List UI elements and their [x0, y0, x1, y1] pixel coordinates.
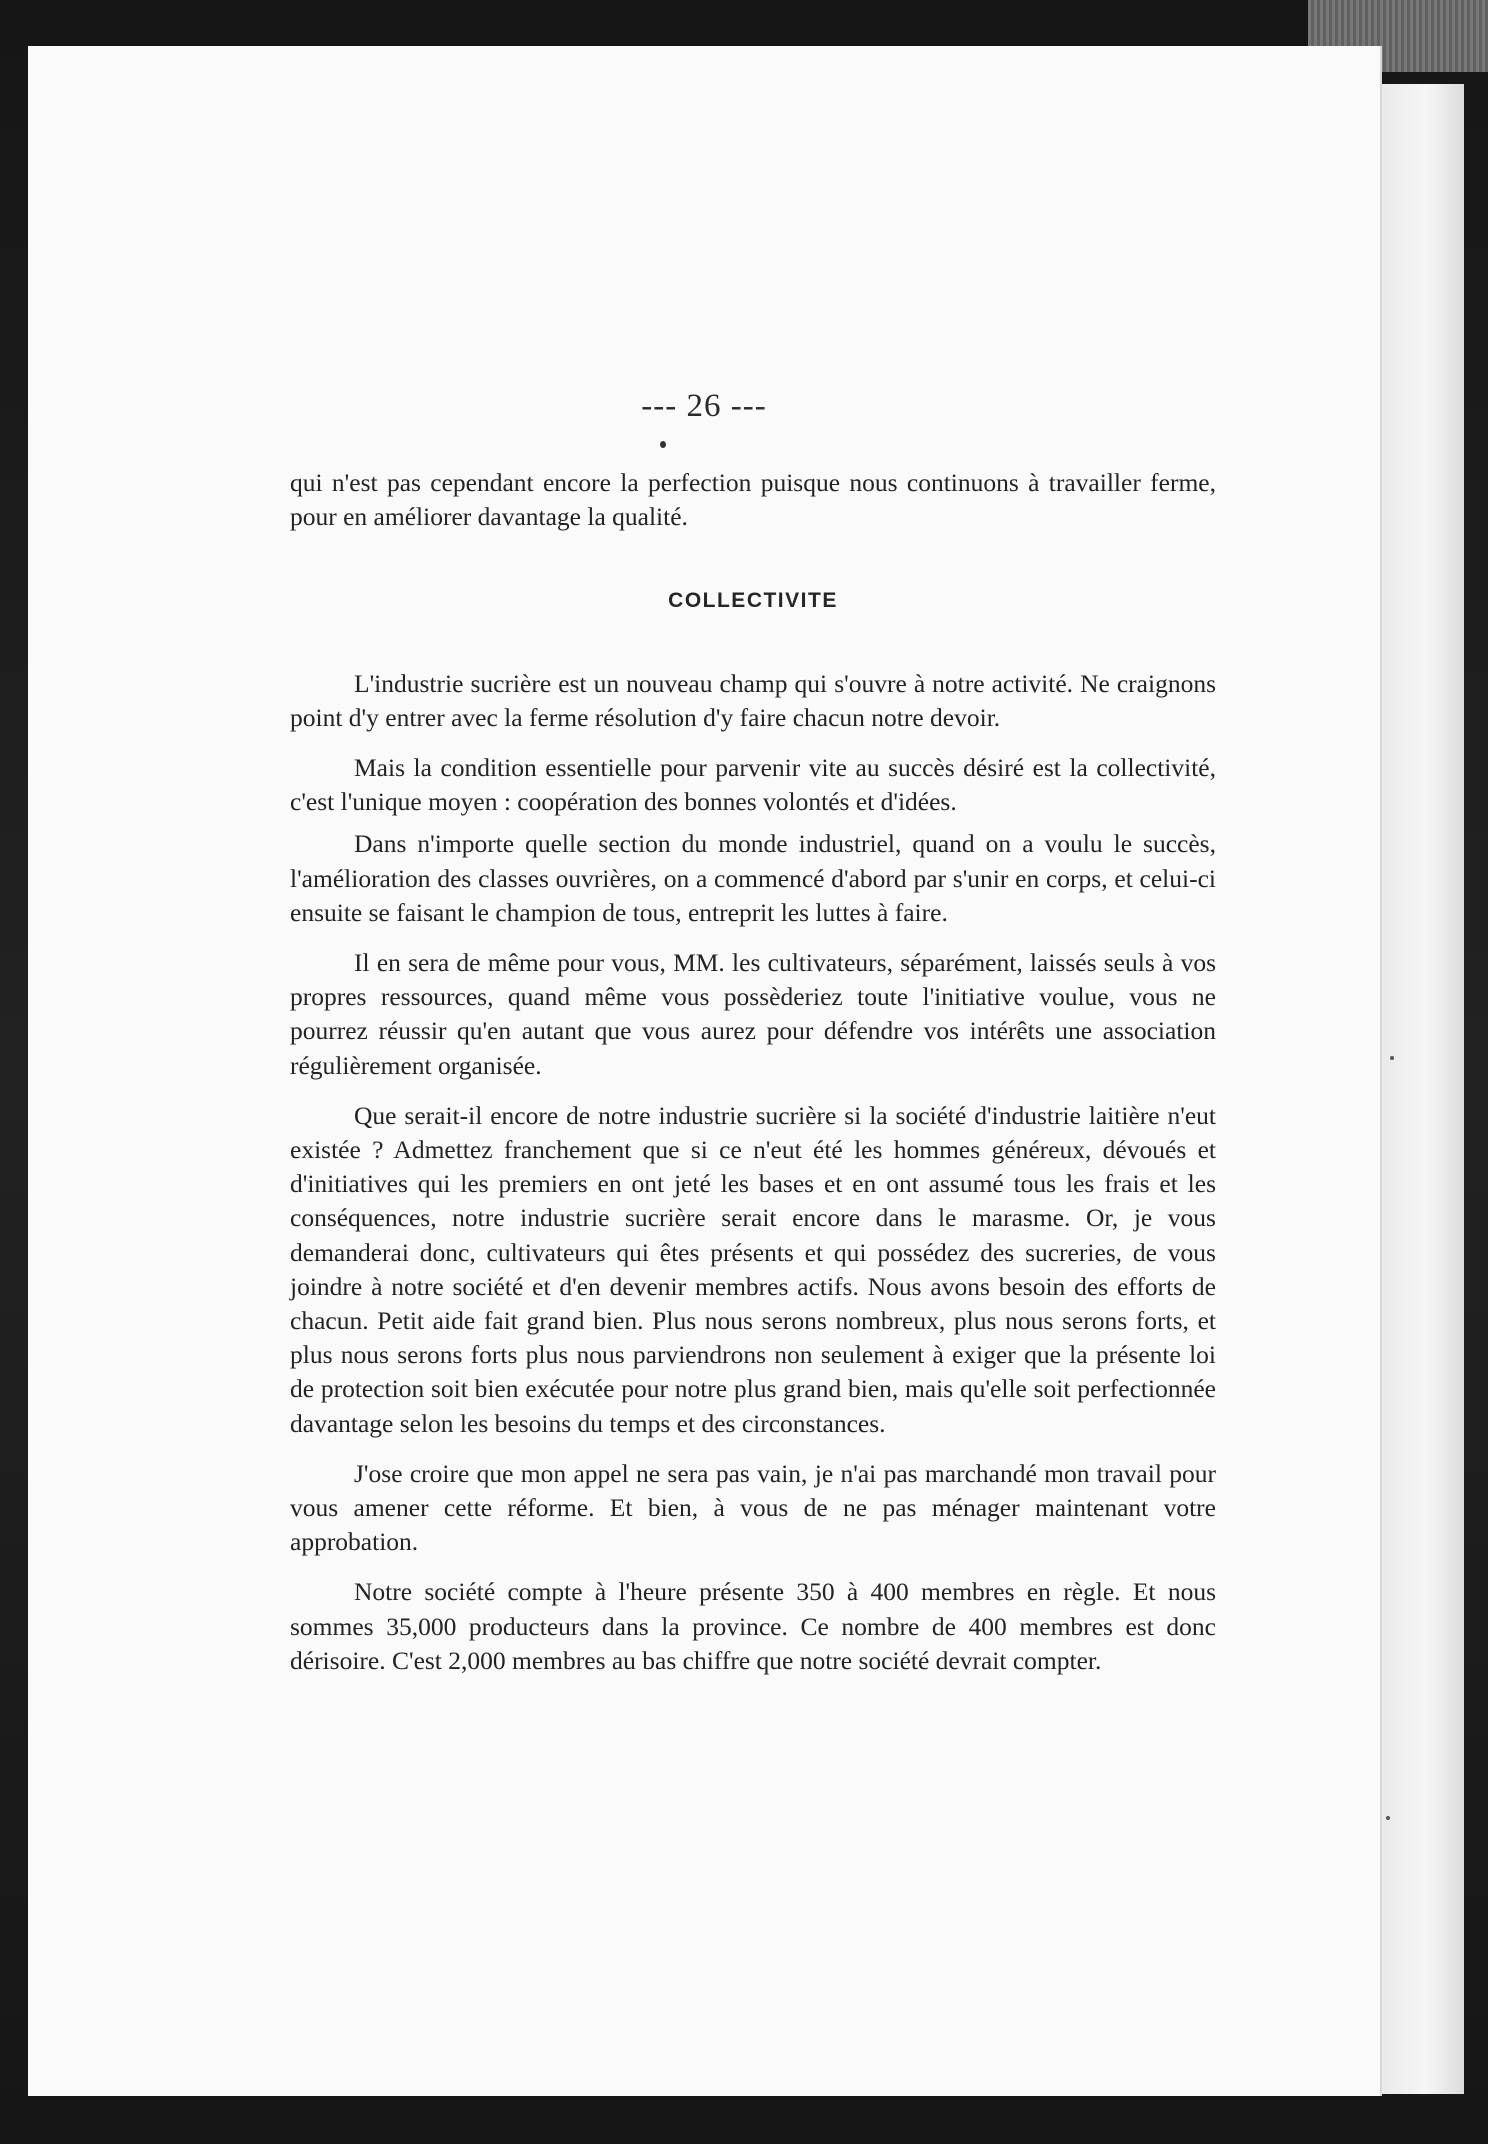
next-page-edge: [1378, 84, 1464, 2094]
ink-speck: [660, 441, 666, 448]
paragraph: L'industrie sucrière est un nouveau champ qui s'ouvre à notre activité. Ne craignons point d'y entrer avec la ferme résolution d'y faire chacun notre devoir.: [290, 668, 1216, 732]
paragraph: J'ose croire que mon appel ne sera pas vain, je n'ai pas marchandé mon travail pour vous amener cette réforme. Et bien, à vous de ne pas ménager maintenant votre approbation.: [290, 1458, 1216, 1557]
continuation-paragraph: qui n'est pas cependant encore la perfection puisque nous continuons à travailler ferme, pour en améliorer davantage la qualité.: [290, 468, 1216, 532]
ink-speck: [1386, 1816, 1390, 1820]
paragraph: Dans n'importe quelle section du monde industriel, quand on a voulu le succès, l'amélioration des classes ouvrières, on a commencé d'abord par s'unir en corps, et celui-ci ensuite se faisant le champion de tous, entreprit les luttes à faire.: [290, 829, 1216, 927]
page-number: --- 26 ---: [641, 388, 767, 424]
paragraph: Notre société compte à l'heure présente 350 à 400 membres en règle. Et nous sommes 35,000 producteurs dans la province. Ce nombre de 400 membres est donc dérisoire. C'est 2,000 membres au bas chiffre que notre société devrait compter.: [290, 1577, 1216, 1675]
ink-speck: [1390, 1056, 1394, 1060]
paragraph: Mais la condition essentielle pour parvenir vite au succès désiré est la collectivité, c'est l'unique moyen : coopération des bonnes volontés et d'idées.: [290, 753, 1216, 817]
section-heading: COLLECTIVITE: [668, 589, 838, 613]
body-text: [290, 466, 1216, 1694]
document-page: [28, 46, 1380, 2096]
paragraph: Il en sera de même pour vous, MM. les cultivateurs, séparément, laissés seuls à vos propres ressources, quand même vous possèderiez toute l'initiative voulue, vous ne pourrez réussir qu'en autant que vous aurez pour défendre vos intérêts une association régulièrement organisée.: [290, 948, 1216, 1080]
paragraph: Que serait-il encore de notre industrie sucrière si la société d'industrie laitière n'eut existée ? Admettez franchement que si ce n'eut été les hommes généreux, dévoués et d'initiatives qui les premiers en ont jeté les bases et en ont assumé tous les frais et les conséquences, notre industrie sucrière serait encore dans le marasme. Or, je vous demanderai donc, cultivateurs qui êtes présents et qui possédez des sucreries, de vous joindre à notre société et d'en devenir membres actifs. Nous avons besoin des efforts de chacun. Petit aide fait grand bien. Plus nous serons nombreux, plus nous serons forts, et plus nous serons forts plus nous parviendrons non seulement à exiger que la présente loi de protection soit bien exécutée pour notre plus grand bien, mais qu'elle soit perfectionnée davantage selon les besoins du temps et des circonstances.: [290, 1100, 1216, 1438]
